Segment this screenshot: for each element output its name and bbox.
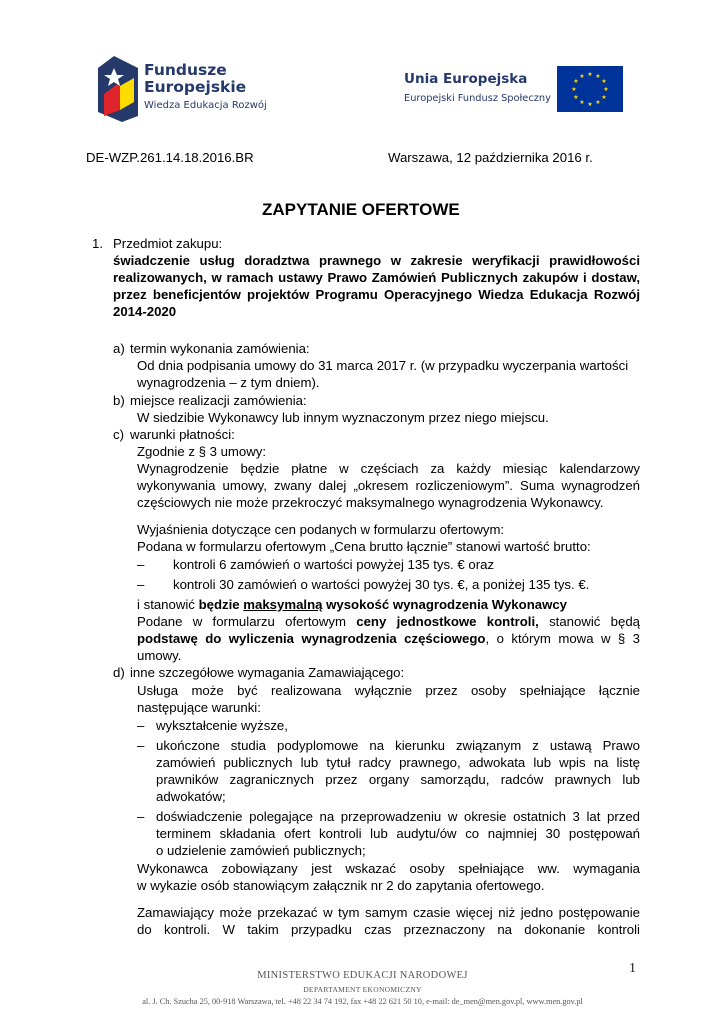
- fe-logo-line3: Wiedza Edukacja Rozwój: [144, 100, 267, 111]
- item-c-line-5: Wyjaśnienia dotyczące cen podanych w formularzu ofertowym:: [137, 522, 505, 537]
- subject-line-3: przez beneficjentów projektów Programu Operacyjnego Wiedza Edukacja Rozwój: [113, 287, 640, 302]
- item-d-bullet-2-line-2: zamówień publicznych lub tytuł radcy prawnego, adwokata lub wpis na listę: [156, 755, 640, 770]
- item-c-bullet-2: kontroli 30 zamówień o wartości powyżej 30 tys. €, a poniżej 135 tys. €.: [173, 577, 590, 592]
- item-d-para-1-line-2: w wykazie osób stanowiącym załącznik nr 2 do zapytania ofertowego.: [137, 878, 545, 893]
- item-c-label: warunki płatności:: [130, 427, 235, 442]
- line-9-part-b: będzie: [198, 597, 244, 612]
- item-d-para-2-line-1: Zamawiający może przekazać w tym samym czasie więcej niż jedno postępowanie: [137, 905, 640, 920]
- item-b-label: miejsce realizacji zamówienia:: [130, 393, 307, 408]
- item-d-bullet-2-line-1: ukończone studia podyplomowe na kierunku związanym z ustawą Prawo: [156, 738, 640, 753]
- svg-text:★: ★: [579, 73, 585, 80]
- item-d-bullet-2-line-4: adwokatów;: [156, 789, 226, 804]
- line-9-part-d: wysokość wynagrodzenia Wykonawcy: [322, 597, 568, 612]
- line-11-part-a: podstawę do wyliczenia wynagrodzenia częściowego: [137, 631, 486, 646]
- item-d-para-2-line-2: do kontroli. W takim przypadku czas przeznaczony na dokonanie kontroli: [137, 922, 640, 937]
- svg-text:★: ★: [587, 71, 593, 78]
- item-c-line-4: częściowych nie może przekroczyć maksymalnego wynagrodzenia Wykonawcy.: [137, 495, 604, 510]
- subject-line-1: świadczenie usług doradztwa prawnego w zakresie weryfikacji prawidłowości: [113, 253, 640, 268]
- item-c-line-11: [137, 630, 640, 647]
- fe-logo-line2: Europejskie: [144, 78, 247, 96]
- place-and-date: Warszawa, 12 października 2016 r.: [388, 150, 593, 165]
- dash-marker: –: [137, 557, 145, 572]
- item-d-bullet-3-line-3: o udzielenie zamówień publicznych;: [156, 843, 366, 858]
- item-b-marker: b): [113, 393, 125, 408]
- item-b-line-1: W siedzibie Wykonawcy lub innym wyznaczonym przez niego miejscu.: [137, 410, 549, 425]
- eu-flag-icon: [557, 66, 623, 112]
- item-c-line-1: Zgodnie z § 3 umowy:: [137, 444, 267, 459]
- item-c-marker: c): [113, 427, 124, 442]
- item-d-bullet-1: wykształcenie wyższe,: [156, 718, 288, 733]
- item-d-bullet-2-line-3: prawników zagranicznych przez organy samorządu, radców prawnych lub: [156, 772, 640, 787]
- line-10-part-b: ceny jednostkowe kontroli,: [356, 614, 539, 629]
- fe-emblem-icon: [98, 56, 142, 122]
- dash-marker: –: [137, 738, 145, 753]
- footer-department: DEPARTAMENT EKONOMICZNY: [303, 985, 422, 994]
- item-a-marker: a): [113, 341, 125, 356]
- footer-address: al. J. Ch. Szucha 25, 00-918 Warszawa, tel. +48 22 34 74 192, fax +48 22 621 50 10, e-mail: de_men@men.gov.pl, www.men.gov.pl: [142, 997, 583, 1006]
- item-d-label: inne szczegółowe wymagania Zamawiającego:: [130, 665, 405, 680]
- dash-marker: –: [137, 809, 145, 824]
- item-a-line-1: Od dnia podpisania umowy do 31 marca 2017 r. (w przypadku wyczerpania wartości: [137, 358, 629, 373]
- dash-marker: –: [137, 718, 145, 733]
- ue-logo-line1: Unia Europejska: [404, 71, 528, 87]
- svg-text:★: ★: [595, 99, 601, 106]
- svg-text:★: ★: [573, 78, 579, 85]
- item-d-bullet-3-line-2: terminem składania ofert kontroli lub audytu/ów co najmniej 30 postępowań: [156, 826, 640, 841]
- item-c-line-9: [137, 596, 567, 613]
- item-c-line-12: umowy.: [137, 648, 182, 663]
- subject-line-2: realizowanych, w ramach ustawy Prawo Zamówień Publicznych zakupów i dostaw,: [113, 270, 640, 285]
- item-c-line-10: [137, 613, 640, 630]
- document-title: ZAPYTANIE OFERTOWE: [262, 200, 460, 219]
- ue-logo-line2: Europejski Fundusz Społeczny: [404, 93, 551, 104]
- svg-text:★: ★: [601, 78, 607, 85]
- svg-text:★: ★: [573, 94, 579, 101]
- line-10-part-c: stanowić będą: [538, 614, 640, 629]
- svg-text:★: ★: [601, 94, 607, 101]
- item-d-marker: d): [113, 665, 125, 680]
- svg-text:★: ★: [579, 99, 585, 106]
- reference-number: DE-WZP.261.14.18.2016.BR: [86, 150, 254, 165]
- item-c-bullet-1: kontroli 6 zamówień o wartości powyżej 135 tys. € oraz: [173, 557, 495, 572]
- item-d-bullet-3-line-1: doświadczenie polegające na przeprowadzeniu w okresie ostatnich 3 lat przed: [156, 809, 640, 824]
- svg-text:★: ★: [571, 86, 577, 93]
- line-10-part-a: Podane w formularzu ofertowym: [137, 614, 357, 629]
- svg-text:★: ★: [587, 101, 593, 108]
- item-d-intro-2: następujące warunki:: [137, 700, 261, 715]
- footer-ministry: MINISTERSTWO EDUKACJI NARODOWEJ: [257, 970, 468, 981]
- line-11-part-b: , o którym mowa w § 3: [485, 631, 640, 646]
- item-a-label: termin wykonania zamówienia:: [130, 341, 310, 356]
- line-9-part-a: i stanowić: [137, 597, 199, 612]
- section-1-label: Przedmiot zakupu:: [113, 236, 223, 251]
- item-c-line-2: Wynagrodzenie będzie płatne w częściach za każdy miesiąc kalendarzowy: [137, 461, 640, 476]
- item-c-line-6: Podana w formularzu ofertowym „Cena brutto łącznie” stanowi wartość brutto:: [137, 539, 591, 554]
- item-d-para-1-line-1: Wykonawca zobowiązany jest wskazać osoby spełniające ww. wymagania: [137, 861, 640, 876]
- item-c-line-3: wykonywania umowy, zwany dalej „okresem rozliczeniowym”. Suma wynagrodzeń: [137, 478, 640, 493]
- item-d-intro-1: Usługa może być realizowana wyłącznie przez osoby spełniające łącznie: [137, 683, 640, 698]
- dash-marker: –: [137, 577, 145, 592]
- subject-line-4: 2014-2020: [113, 304, 177, 319]
- unia-europejska-logo: [404, 66, 624, 116]
- line-9-part-c: maksymalną: [243, 597, 323, 612]
- fundusze-europejskie-logo: [98, 56, 278, 122]
- item-a-line-2: wynagrodzenia – z tym dniem).: [137, 375, 320, 390]
- svg-text:★: ★: [603, 86, 609, 93]
- svg-text:★: ★: [595, 73, 601, 80]
- page-number: 1: [629, 961, 636, 976]
- fe-logo-line1: Fundusze: [144, 61, 227, 79]
- section-1-number: 1.: [92, 236, 103, 251]
